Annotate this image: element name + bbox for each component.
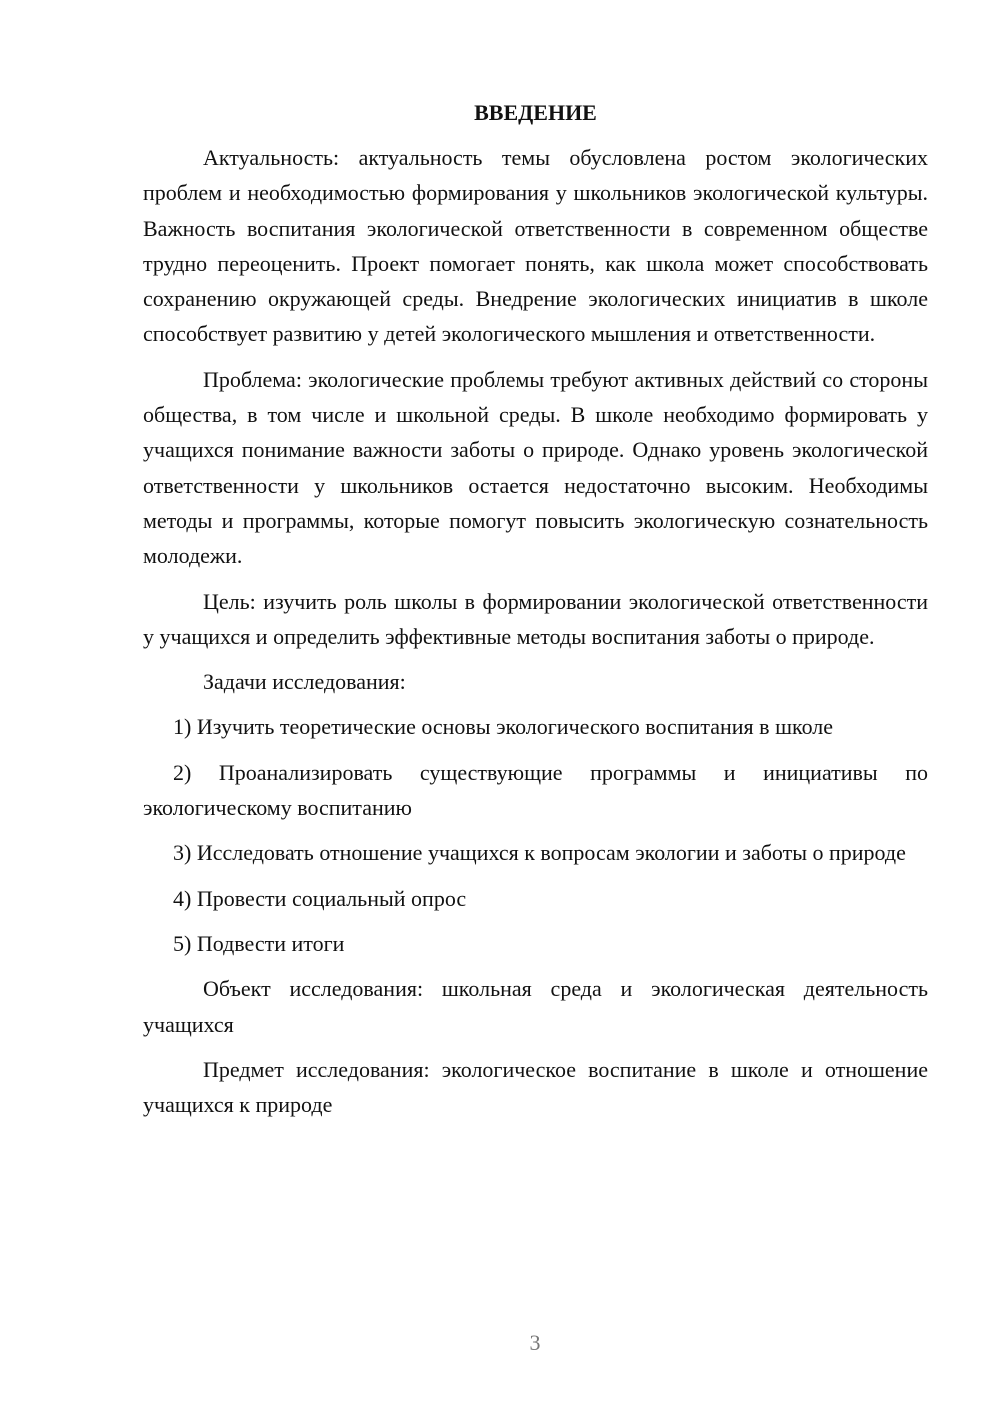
task-item: 4) Провести социальный опрос — [173, 885, 467, 911]
task-item: 2) Проанализировать существующие программы и инициативы по экологическому воспитанию — [143, 759, 928, 821]
relevance-paragraph: Актуальность: актуальность темы обусловлена ростом экологических проблем и необходимостью формирования у школьников экологической культуры. Важность воспитания экологической ответственности в современном обществе трудно переоценить. Проект помогает понять, как школа может способствовать сохранению окружающей среды. Внедрение экологических инициатив в школе способствует развитию у детей экологического мышления и ответственности. — [143, 145, 928, 347]
task-item: 1) Изучить теоретические основы экологического воспитания в школе — [173, 714, 834, 740]
task-item: 5) Подвести итоги — [173, 930, 345, 956]
page-number: 3 — [529, 1330, 541, 1355]
document-page — [143, 95, 928, 1132]
task-item: 3) Исследовать отношение учащихся к вопросам экологии и заботы о природе — [173, 840, 906, 866]
problem-paragraph: Проблема: экологические проблемы требуют активных действий со стороны общества, в том числе и школьной среды. В школе необходимо формировать у учащихся понимание важности заботы о природе. Однако уровень экологической ответственности у школьников остается недостаточно высоким. Необходимы методы и программы, которые помогут повысить экологическую сознательность молодежи. — [143, 366, 928, 569]
subject-paragraph: Предмет исследования: экологическое воспитание в школе и отношение учащихся к природе — [143, 1056, 928, 1118]
tasks-heading: Задачи исследования: — [203, 669, 406, 695]
page-title: ВВЕДЕНИЕ — [474, 100, 597, 125]
object-paragraph: Объект исследования: школьная среда и экологическая деятельность учащихся — [143, 976, 928, 1037]
goal-paragraph: Цель: изучить роль школы в формировании экологической ответственности у учащихся и определить эффективные методы воспитания заботы о природе. — [143, 588, 928, 649]
